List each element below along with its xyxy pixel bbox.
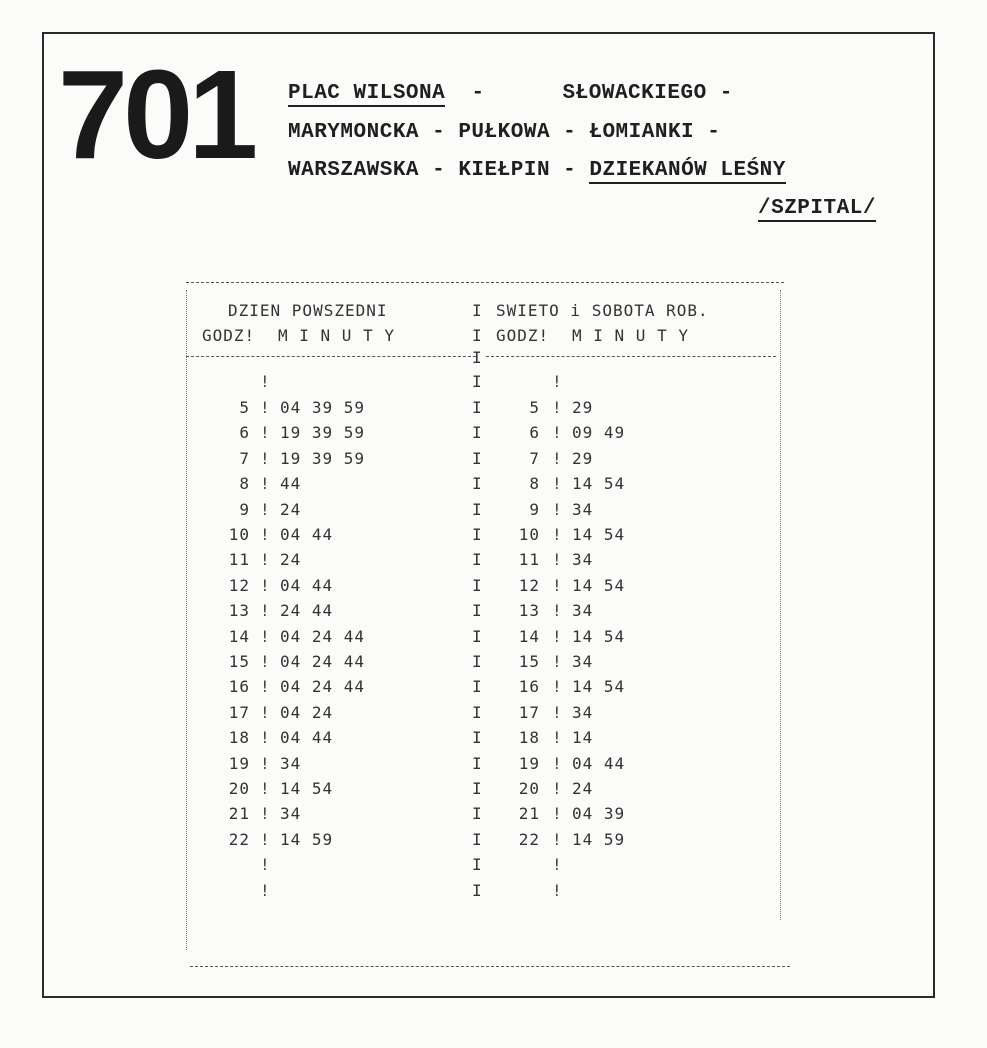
column-separator: I: [472, 474, 483, 494]
weekday-hour: 6: [239, 423, 250, 443]
weekday-hour: 12: [228, 575, 250, 595]
weekday-title: DZIEN POWSZEDNI: [228, 301, 388, 320]
route-number: 701: [58, 44, 254, 185]
weekday-minutes: 04 39 59: [280, 398, 366, 417]
weekday-minutes: 44: [280, 474, 302, 494]
weekday-hour: 5: [239, 398, 250, 417]
row-separator: !: [260, 448, 271, 468]
weekday-hour: 8: [239, 474, 250, 494]
weekday-hour: 20: [228, 779, 250, 798]
row-separator: !: [260, 677, 271, 697]
weekday-minutes: 04 24 44: [280, 626, 366, 646]
weekday-hour: 10: [228, 525, 250, 544]
column-separator: I: [472, 348, 483, 367]
holiday-hour: 12: [518, 575, 540, 595]
column-separator: I: [472, 677, 483, 697]
holiday-minutes: 14 54: [572, 474, 626, 494]
route-line-4: [758, 197, 876, 220]
table-right-border: [780, 290, 781, 920]
header-divider-right: [486, 356, 776, 357]
weekday-minutes: 34: [280, 804, 302, 824]
row-separator: !: [260, 753, 271, 773]
holiday-minutes: 34: [572, 499, 594, 519]
column-separator: I: [472, 626, 483, 646]
holiday-hour: 21: [518, 804, 540, 824]
column-separator: I: [472, 525, 483, 544]
header-divider-left: [186, 356, 476, 357]
column-separator: I: [472, 702, 483, 722]
column-separator: I: [472, 301, 483, 320]
holiday-minutes: 29: [572, 398, 594, 417]
row-separator: !: [552, 804, 563, 824]
route-stops-middle: WARSZAWSKA - KIEŁPIN -: [288, 159, 590, 182]
column-separator: I: [472, 601, 483, 621]
route-end-stop: DZIEKANÓW LEŚNY: [589, 159, 786, 182]
weekday-minutes: 04 24: [280, 702, 334, 722]
weekday-minutes: 24 44: [280, 601, 334, 621]
holiday-hour: 8: [529, 474, 540, 494]
row-separator: !: [260, 728, 271, 748]
holiday-minutes: 14 54: [572, 677, 626, 697]
holiday-minutes: 24: [572, 779, 594, 798]
row-separator: !: [260, 779, 271, 798]
holiday-minutes-header: M I N U T Y: [572, 326, 689, 345]
weekday-hour: 11: [228, 550, 250, 570]
row-separator: !: [260, 652, 271, 671]
holiday-hour: 14: [518, 626, 540, 646]
row-separator: !: [260, 702, 271, 722]
weekday-minutes: 14 54: [280, 779, 334, 798]
holiday-minutes: 04 39: [572, 804, 626, 824]
holiday-hour: 7: [529, 448, 540, 468]
weekday-hour: 22: [228, 829, 250, 849]
holiday-hour: 18: [518, 728, 540, 748]
column-separator: I: [472, 779, 483, 798]
route-line-3: [288, 159, 786, 182]
route-line-2: MARYMONCKA - PUŁKOWA - ŁOMIANKI -: [288, 121, 721, 144]
column-separator: I: [472, 550, 483, 570]
row-separator: !: [552, 423, 563, 443]
holiday-minutes: 14 54: [572, 626, 626, 646]
row-separator: !: [552, 398, 563, 417]
route-stop-slowackiego: SŁOWACKIEGO -: [562, 82, 733, 105]
row-separator: !: [260, 880, 271, 900]
row-separator: !: [552, 702, 563, 722]
timetable: [180, 282, 786, 970]
column-separator: I: [472, 499, 483, 519]
route-line-1: [288, 82, 733, 105]
holiday-hour: 20: [518, 779, 540, 798]
column-separator: I: [472, 855, 483, 875]
holiday-hour: 17: [518, 702, 540, 722]
holiday-minutes: 04 44: [572, 753, 626, 773]
row-separator: !: [260, 372, 271, 391]
row-separator: !: [552, 753, 563, 773]
holiday-minutes: 29: [572, 448, 594, 468]
row-separator: !: [552, 575, 563, 595]
weekday-hour: 18: [228, 728, 250, 748]
row-separator: !: [260, 398, 271, 417]
holiday-hour: 13: [518, 601, 540, 621]
weekday-hour: 16: [228, 677, 250, 697]
row-separator: !: [260, 550, 271, 570]
weekday-hour: 15: [228, 652, 250, 671]
row-separator: !: [552, 779, 563, 798]
weekday-minutes: 34: [280, 753, 302, 773]
weekday-hour: 21: [228, 804, 250, 824]
holiday-minutes: 34: [572, 652, 594, 671]
row-separator: !: [552, 626, 563, 646]
row-separator: !: [552, 829, 563, 849]
column-separator: I: [472, 880, 483, 900]
table-left-border: [186, 290, 187, 950]
weekday-hour: 7: [239, 448, 250, 468]
holiday-minutes: 14 59: [572, 829, 626, 849]
row-separator: !: [260, 626, 271, 646]
row-separator: !: [552, 474, 563, 494]
column-separator: I: [472, 326, 483, 345]
column-separator: I: [472, 448, 483, 468]
row-separator: !: [552, 880, 563, 900]
row-separator: !: [260, 829, 271, 849]
weekday-minutes-header: M I N U T Y: [278, 326, 395, 345]
weekday-minutes: 04 24 44: [280, 652, 366, 671]
row-separator: !: [260, 855, 271, 875]
row-separator: !: [552, 525, 563, 544]
row-separator: !: [260, 575, 271, 595]
route-start-stop: PLAC WILSONA: [288, 82, 446, 105]
holiday-minutes: 34: [572, 550, 594, 570]
holiday-minutes: 09 49: [572, 423, 626, 443]
holiday-hour-header: GODZ!: [496, 326, 550, 345]
holiday-hour: 19: [518, 753, 540, 773]
column-separator: I: [472, 372, 483, 391]
row-separator: !: [260, 474, 271, 494]
row-separator: !: [260, 423, 271, 443]
weekday-minutes: 24: [280, 499, 302, 519]
row-separator: !: [552, 372, 563, 391]
weekday-minutes: 04 44: [280, 525, 334, 544]
row-separator: !: [552, 728, 563, 748]
weekday-hour: 9: [239, 499, 250, 519]
row-separator: !: [260, 804, 271, 824]
holiday-hour: 6: [529, 423, 540, 443]
row-separator: !: [552, 677, 563, 697]
weekday-hour: 17: [228, 702, 250, 722]
column-separator: I: [472, 652, 483, 671]
holiday-hour: 15: [518, 652, 540, 671]
weekday-minutes: 14 59: [280, 829, 334, 849]
column-separator: I: [472, 804, 483, 824]
weekday-minutes: 04 24 44: [280, 677, 366, 697]
row-separator: !: [552, 601, 563, 621]
weekday-hour: 13: [228, 601, 250, 621]
weekday-hour: 19: [228, 753, 250, 773]
row-separator: !: [552, 448, 563, 468]
holiday-hour: 5: [529, 398, 540, 417]
column-separator: I: [472, 423, 483, 443]
holiday-hour: 16: [518, 677, 540, 697]
holiday-minutes: 34: [572, 601, 594, 621]
holiday-minutes: 34: [572, 702, 594, 722]
holiday-hour: 10: [518, 525, 540, 544]
holiday-minutes: 14 54: [572, 525, 626, 544]
holiday-minutes: 14: [572, 728, 594, 748]
row-separator: !: [260, 601, 271, 621]
weekday-hour: 14: [228, 626, 250, 646]
weekday-hour-header: GODZ!: [202, 326, 256, 345]
holiday-hour: 11: [518, 550, 540, 570]
row-separator: !: [260, 525, 271, 544]
weekday-minutes: 04 44: [280, 728, 334, 748]
row-separator: !: [552, 652, 563, 671]
weekday-minutes: 04 44: [280, 575, 334, 595]
holiday-hour: 9: [529, 499, 540, 519]
holiday-title: SWIETO i SOBOTA ROB.: [496, 301, 709, 320]
table-bottom-border: [190, 966, 790, 967]
row-separator: !: [552, 855, 563, 875]
row-separator: !: [260, 499, 271, 519]
column-separator: I: [472, 829, 483, 849]
column-separator: I: [472, 575, 483, 595]
row-separator: !: [552, 550, 563, 570]
route-end-note: /SZPITAL/: [758, 197, 876, 220]
holiday-hour: 22: [518, 829, 540, 849]
weekday-minutes: 19 39 59: [280, 448, 366, 468]
table-top-border: [186, 282, 784, 283]
route-separator: -: [445, 82, 485, 105]
holiday-minutes: 14 54: [572, 575, 626, 595]
weekday-minutes: 24: [280, 550, 302, 570]
row-separator: !: [552, 499, 563, 519]
column-separator: I: [472, 753, 483, 773]
weekday-minutes: 19 39 59: [280, 423, 366, 443]
column-separator: I: [472, 728, 483, 748]
column-separator: I: [472, 398, 483, 417]
